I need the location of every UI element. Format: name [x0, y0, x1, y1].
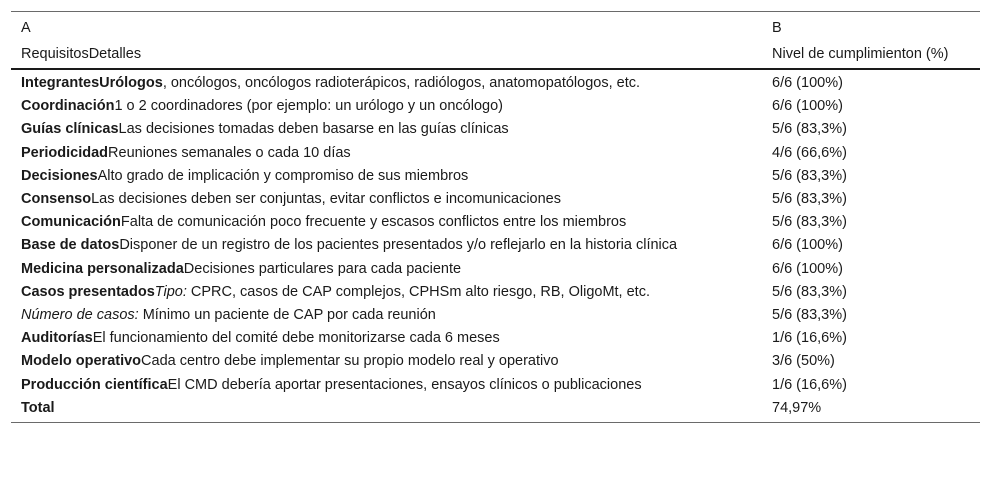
- compliance-value: 3/6 (50%): [772, 353, 835, 370]
- requirement-cell: [11, 350, 762, 373]
- requirement-detail: Decisiones particulares para cada paciente: [183, 260, 462, 277]
- compliance-value: 6/6 (100%): [772, 260, 843, 277]
- requirement-name: Comunicación: [21, 214, 121, 231]
- compliance-value: 4/6 (66,6%): [772, 144, 847, 161]
- table-row: [11, 327, 980, 350]
- compliance-value: 6/6 (100%): [772, 237, 843, 254]
- requirement-detail: Las decisiones tomadas deben basarse en las guías clínicas: [118, 121, 509, 138]
- table-row: [11, 397, 980, 423]
- requirement-detail: El funcionamiento del comité debe monitorizarse cada 6 meses: [92, 330, 500, 347]
- requirement-cell: [11, 327, 762, 350]
- requirement-detail: Reuniones semanales o cada 10 días: [108, 144, 351, 161]
- requirement-cell: [11, 69, 762, 95]
- header-letter-b: B: [762, 12, 980, 39]
- requirement-cell: [11, 304, 762, 327]
- table-row: [11, 142, 980, 165]
- table-row: [11, 95, 980, 118]
- table-row: [11, 374, 980, 397]
- compliance-value: 5/6 (83,3%): [772, 191, 847, 208]
- requirement-detail: Mínimo un paciente de CAP por cada reunión: [138, 307, 436, 324]
- requirement-detail: Cada centro debe implementar su propio modelo real y operativo: [141, 353, 559, 370]
- requirement-cell: [11, 165, 762, 188]
- requirement-cell: [11, 142, 762, 165]
- header-letter-a: A: [11, 12, 762, 39]
- compliance-value: 5/6 (83,3%): [772, 214, 847, 231]
- requirement-name: Medicina personalizada: [21, 260, 184, 277]
- compliance-value: 1/6 (16,6%): [772, 330, 847, 347]
- compliance-value: 6/6 (100%): [772, 75, 843, 91]
- requirement-name: Periodicidad: [21, 144, 109, 161]
- requirement-name: Total: [21, 399, 55, 416]
- requirement-detail: Falta de comunicación poco frecuente y escasos conflictos entre los miembros: [120, 214, 627, 231]
- requirement-name: Producción científica: [21, 376, 168, 393]
- requirement-detail: , oncólogos, oncólogos radioterápicos, radiólogos, anatomopatólogos, etc.: [162, 75, 641, 91]
- requirement-cell: [11, 188, 762, 211]
- header-left: [11, 38, 762, 69]
- compliance-value: 74,97%: [762, 397, 980, 423]
- requirement-detail: 1 o 2 coordinadores (por ejemplo: un urólogo y un oncólogo): [114, 98, 503, 115]
- compliance-value: 1/6 (16,6%): [772, 376, 847, 393]
- table-body: [11, 69, 980, 423]
- detail-italic-lead: Tipo:: [154, 283, 187, 300]
- compliance-value: 5/6 (83,3%): [772, 307, 847, 324]
- compliance-value: 5/6 (83,3%): [772, 167, 847, 184]
- header-right: Nivel de cumplimienton (%): [762, 38, 980, 69]
- requirement-name: Consenso: [21, 191, 92, 208]
- header-detalles: Detalles: [88, 46, 142, 62]
- header-label-row: [11, 38, 980, 69]
- table-row: [11, 281, 980, 304]
- requirement-cell: [11, 397, 762, 423]
- table-row: [11, 234, 980, 257]
- requirement-detail: Disponer de un registro de los pacientes presentados y/o reflejarlo en la historia clínica: [119, 237, 678, 254]
- table-row: [11, 69, 980, 95]
- requirement-cell: [11, 118, 762, 141]
- requirement-name: Base de datos: [21, 237, 120, 254]
- compliance-value: 5/6 (83,3%): [772, 283, 847, 300]
- table-row: [11, 258, 980, 281]
- table-row: [11, 304, 980, 327]
- requirements-table-container: [11, 11, 980, 423]
- header-letter-row: [11, 12, 980, 39]
- requirement-cell: [11, 374, 762, 397]
- requirement-name: Auditorías: [21, 330, 93, 347]
- requirement-name: Coordinación: [21, 98, 115, 115]
- requirement-detail: CPRC, casos de CAP complejos, CPHSm alto riesgo, RB, OligoMt, etc.: [186, 283, 650, 300]
- table-row: [11, 188, 980, 211]
- header-requisitos: Requisitos: [21, 46, 89, 62]
- table-row: [11, 118, 980, 141]
- detail-italic-lead: Número de casos:: [21, 307, 139, 324]
- requirement-detail: Alto grado de implicación y compromiso de sus miembros: [97, 167, 469, 184]
- requirement-name: Casos presentados: [21, 283, 155, 300]
- requirement-detail: El CMD debería aportar presentaciones, ensayos clínicos o publicaciones: [167, 376, 642, 393]
- requirement-cell: [11, 281, 762, 304]
- requirement-cell: [11, 95, 762, 118]
- table-row: [11, 165, 980, 188]
- requirements-table: [11, 11, 980, 423]
- table-row: [11, 350, 980, 373]
- requirement-name: Integrantes: [21, 75, 100, 91]
- requirement-name: Guías clínicas: [21, 121, 119, 138]
- requirement-cell: [11, 234, 762, 257]
- requirement-cell: [11, 211, 762, 234]
- detail-lead-bold: Urólogos: [99, 75, 163, 91]
- table-row: [11, 211, 980, 234]
- requirement-name: Modelo operativo: [21, 353, 142, 370]
- requirement-cell: [11, 258, 762, 281]
- compliance-value: 5/6 (83,3%): [772, 121, 847, 138]
- requirement-name: Decisiones: [21, 167, 98, 184]
- compliance-value: 6/6 (100%): [772, 98, 843, 115]
- requirement-detail: Las decisiones deben ser conjuntas, evitar conflictos e incomunicaciones: [91, 191, 561, 208]
